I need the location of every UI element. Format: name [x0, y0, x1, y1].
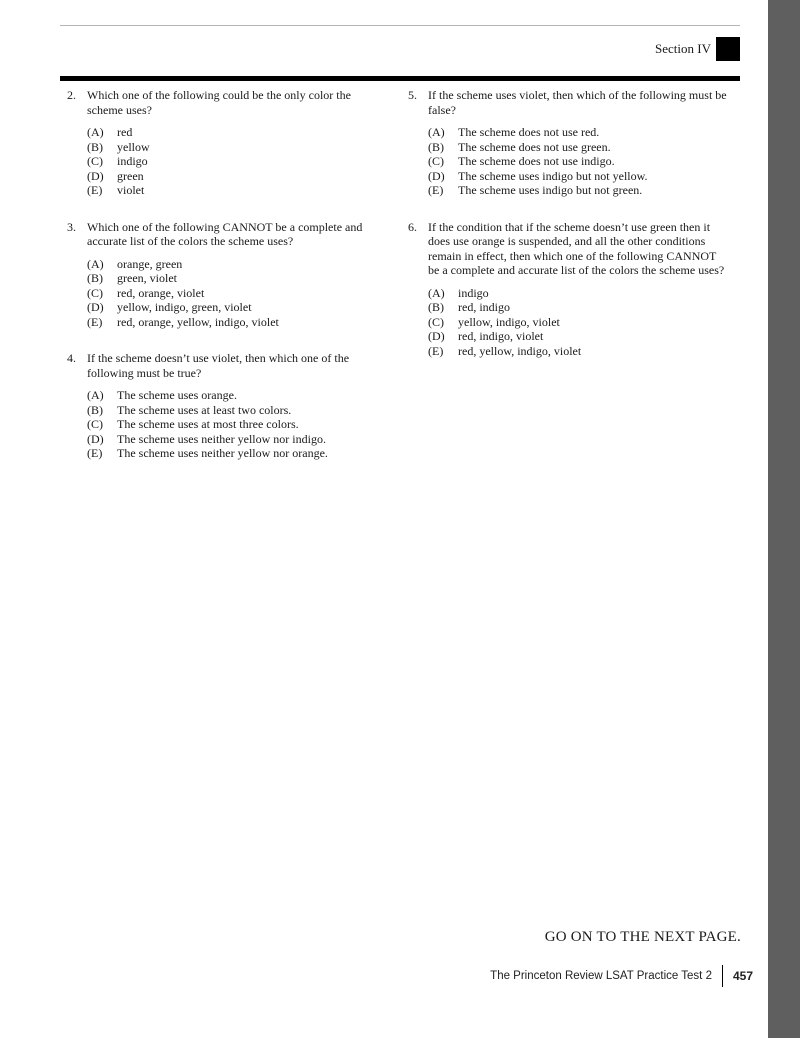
- choice-text: The scheme uses indigo but not yellow.: [458, 168, 648, 183]
- choice-text: The scheme uses orange.: [117, 388, 237, 402]
- question-stem: [67, 351, 389, 380]
- question-text: Which one of the following CANNOT be a complete and accurate list of the colors the scheme uses?: [87, 219, 363, 248]
- answer-choice: [87, 432, 389, 447]
- choice-letter: (D): [428, 168, 445, 183]
- answer-choices: [87, 125, 389, 198]
- side-tab-bar: [768, 0, 800, 1038]
- answer-choice: [428, 154, 730, 169]
- section-label: Section IV: [655, 41, 711, 56]
- book-title: The Princeton Review LSAT Practice Test 2: [490, 970, 712, 982]
- answer-choice: [428, 140, 730, 155]
- choice-letter: (C): [87, 417, 103, 431]
- choice-letter: (E): [428, 183, 444, 197]
- choice-text: yellow: [117, 139, 150, 154]
- choice-letter: (B): [87, 402, 103, 417]
- answer-choice: [87, 154, 389, 169]
- choice-letter: (B): [428, 300, 444, 314]
- answer-choice: [428, 315, 730, 330]
- choice-text: The scheme uses neither yellow nor indigo.: [117, 431, 326, 446]
- choice-letter: (C): [428, 314, 444, 329]
- question-text: If the condition that if the scheme doesn’t use green then it does use orange is suspended, and all the other conditions remain in effect, then which one of the following CANNOT be a complete and accurate list of the colors the scheme uses?: [428, 219, 725, 277]
- answer-choice: [87, 388, 389, 403]
- question-2: [67, 88, 389, 198]
- question-number: 2.: [67, 88, 76, 102]
- answer-choice: [87, 315, 389, 330]
- choice-letter: (D): [428, 329, 445, 343]
- answer-choices: [428, 125, 730, 198]
- header-rule: [60, 76, 740, 81]
- answer-choice: [87, 271, 389, 286]
- choice-text: red, orange, violet: [117, 285, 205, 300]
- question-stem: [408, 220, 730, 278]
- choice-text: The scheme uses indigo but not green.: [458, 183, 643, 197]
- page-number: 457: [732, 969, 753, 983]
- choice-text: The scheme uses at most three colors.: [117, 417, 299, 431]
- answer-choices: [428, 286, 730, 359]
- answer-choices: [87, 388, 389, 461]
- choice-text: indigo: [117, 154, 148, 168]
- footer-divider: [722, 965, 723, 987]
- choice-text: orange, green: [117, 256, 183, 271]
- choice-letter: (E): [87, 314, 103, 329]
- right-column: [408, 88, 730, 380]
- answer-choice: [87, 257, 389, 272]
- choice-letter: (C): [87, 285, 103, 300]
- question-5: [408, 88, 730, 198]
- answer-choice: [87, 286, 389, 301]
- question-stem: [408, 88, 730, 117]
- choice-text: violet: [117, 183, 145, 197]
- choice-letter: (A): [428, 285, 445, 300]
- choice-text: red, indigo: [458, 300, 510, 314]
- choice-letter: (D): [87, 431, 104, 446]
- choice-letter: (E): [428, 343, 444, 358]
- choice-text: The scheme does not use indigo.: [458, 154, 615, 168]
- choice-letter: (C): [87, 154, 103, 168]
- answer-choice: [428, 344, 730, 359]
- answer-choice: [87, 417, 389, 432]
- question-number: 3.: [67, 219, 76, 234]
- answer-choice: [87, 403, 389, 418]
- answer-choice: [87, 446, 389, 461]
- choice-text: red, orange, yellow, indigo, violet: [117, 314, 279, 329]
- choice-text: red: [117, 125, 133, 139]
- choice-letter: (A): [428, 125, 445, 139]
- page-footer: [430, 965, 753, 987]
- answer-choice: [428, 286, 730, 301]
- answer-choice: [87, 125, 389, 140]
- choice-letter: (E): [87, 446, 103, 460]
- answer-choice: [428, 329, 730, 344]
- choice-letter: (D): [87, 300, 104, 314]
- answer-choice: [87, 140, 389, 155]
- question-6: [408, 220, 730, 359]
- choice-letter: (A): [87, 388, 104, 402]
- go-on-notice: GO ON TO THE NEXT PAGE.: [544, 929, 741, 945]
- left-column: [67, 88, 389, 483]
- question-number: 4.: [67, 351, 76, 365]
- top-divider: [60, 25, 740, 26]
- choice-letter: (D): [87, 168, 104, 183]
- answer-choice: [428, 300, 730, 315]
- question-stem: [67, 88, 389, 117]
- question-3: [67, 220, 389, 330]
- question-stem: [67, 220, 389, 249]
- answer-choice: [428, 125, 730, 140]
- choice-text: yellow, indigo, violet: [458, 314, 560, 329]
- choice-text: The scheme does not use red.: [458, 125, 600, 139]
- answer-choice: [428, 183, 730, 198]
- question-number: 5.: [408, 88, 417, 102]
- answer-choice: [87, 169, 389, 184]
- choice-letter: (A): [87, 125, 104, 139]
- question-text: If the scheme uses violet, then which of the following must be false?: [428, 88, 727, 117]
- choice-text: yellow, indigo, green, violet: [117, 300, 252, 314]
- choice-text: green: [117, 168, 144, 183]
- question-4: [67, 351, 389, 461]
- answer-choice: [87, 300, 389, 315]
- choice-letter: (A): [87, 256, 104, 271]
- choice-text: The scheme uses at least two colors.: [117, 402, 292, 417]
- question-text: If the scheme doesn’t use violet, then which one of the following must be true?: [87, 351, 350, 380]
- choice-letter: (B): [87, 139, 103, 154]
- section-marker-box: [716, 37, 740, 61]
- choice-text: red, yellow, indigo, violet: [458, 343, 582, 358]
- question-number: 6.: [408, 219, 417, 234]
- choice-letter: (C): [428, 154, 444, 168]
- answer-choices: [87, 257, 389, 330]
- answer-choice: [87, 183, 389, 198]
- choice-letter: (E): [87, 183, 103, 197]
- choice-text: indigo: [458, 285, 489, 300]
- answer-choice: [428, 169, 730, 184]
- choice-text: The scheme does not use green.: [458, 139, 611, 154]
- choice-text: The scheme uses neither yellow nor orange.: [117, 446, 328, 460]
- choice-text: green, violet: [117, 271, 177, 285]
- choice-letter: (B): [87, 271, 103, 285]
- choice-text: red, indigo, violet: [458, 329, 544, 343]
- choice-letter: (B): [428, 139, 444, 154]
- question-text: Which one of the following could be the only color the scheme uses?: [87, 88, 351, 117]
